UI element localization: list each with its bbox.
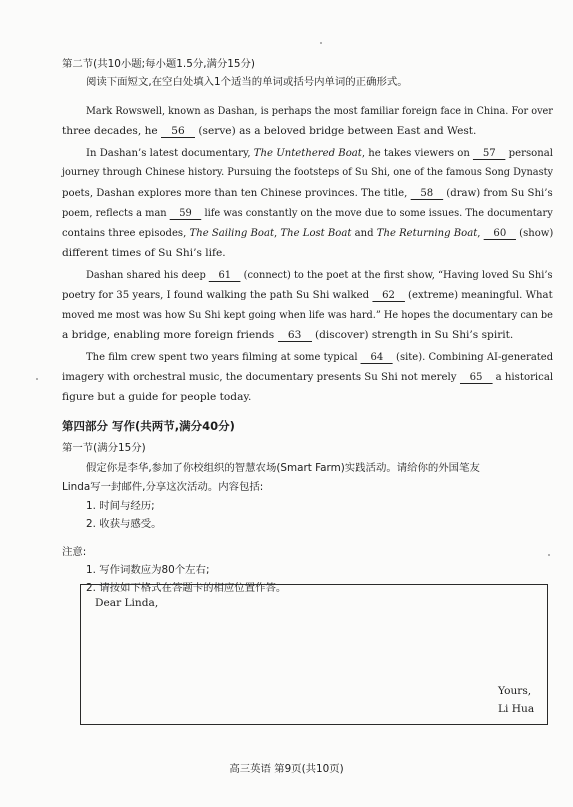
passage-line: In Dashan’s latest documentary, The Untethered Boat, he takes viewers on 57 personal	[86, 147, 553, 159]
passage-line: three decades, he 56 (serve) as a beloved bridge between East and West.	[62, 125, 477, 137]
blank-60: 60	[484, 227, 516, 240]
letter-greeting: Dear Linda,	[95, 597, 159, 609]
episode-title: The Lost Boat	[280, 227, 352, 239]
documentary-title: The Untethered Boat	[253, 147, 362, 159]
note-item: 1. 写作词数应为80个左右;	[86, 564, 210, 576]
passage-line: journey through Chinese history. Pursuing the footsteps of Su Shi, one of the famous Song Dynasty	[62, 166, 554, 178]
scan-speck	[36, 378, 38, 380]
passage-line: poetry for 35 years, I found walking the path Su Shi walked 62 (extreme) meaningful. What	[62, 289, 553, 301]
blank-57: 57	[473, 147, 505, 160]
note-label: 注意:	[62, 546, 87, 558]
blank-65: 65	[460, 371, 493, 384]
passage-line: different times of Su Shi’s life.	[62, 247, 226, 259]
scan-speck	[548, 554, 550, 556]
episode-title: The Sailing Boat	[189, 227, 275, 239]
passage-line: poem, reflects a man 59 life was constantly on the move due to some issues. The documentary	[62, 207, 553, 219]
episode-title: The Returning Boat	[376, 227, 478, 239]
writing-prompt: 假定你是李华,参加了你校组织的智慧农场(Smart Farm)实践活动。请给你的外国笔友	[86, 462, 480, 474]
page-footer: 高三英语 第9页(共10页)	[229, 763, 344, 775]
passage-line: Dashan shared his deep 61 (connect) to the poet at the first show, “Having loved Su Shi’s	[86, 269, 553, 281]
scan-speck	[320, 42, 322, 44]
passage-line: a bridge, enabling more foreign friends 63 (discover) strength in Su Shi’s spirit.	[62, 329, 514, 341]
section-header: 第二节(共10小题;每小题1.5分,满分15分)	[62, 58, 255, 70]
writing-prompt: Linda写一封邮件,分享这次活动。内容包括:	[62, 481, 264, 493]
blank-58: 58	[411, 187, 443, 200]
passage-line: imagery with orchestral music, the documentary presents Su Shi not merely 65 a historical	[62, 371, 554, 383]
content-item: 1. 时间与经历;	[86, 500, 155, 512]
blank-63: 63	[278, 329, 312, 342]
letter-closing: Yours,	[498, 685, 532, 697]
blank-56: 56	[161, 125, 195, 138]
passage-line: Mark Rowswell, known as Dashan, is perhaps the most familiar foreign face in China. For over	[86, 105, 553, 117]
part4-heading: 第四部分 写作(共两节,满分40分)	[62, 419, 235, 433]
passage-line: moved me most was how Su Shi kept going when life was hard.” He hopes the documentary can be	[62, 309, 553, 321]
blank-62: 62	[372, 289, 404, 302]
passage-line: contains three episodes, The Sailing Boat, The Lost Boat and The Returning Boat, 60 (show)	[62, 227, 554, 239]
passage-line: poets, Dashan explores more than ten Chinese provinces. The title, 58 (draw) from Su Shi’s	[62, 187, 553, 199]
blank-59: 59	[170, 207, 202, 220]
section-instruction: 阅读下面短文,在空白处填入1个适当的单词或括号内单词的正确形式。	[86, 76, 408, 88]
content-item: 2. 收获与感受。	[86, 518, 162, 530]
letter-signature: Li Hua	[498, 703, 535, 715]
note-item: 2. 请按如下格式在答题卡的相应位置作答。	[86, 582, 287, 594]
passage-line: figure but a guide for people today.	[62, 391, 252, 403]
passage-line: The film crew spent two years filming at some typical 64 (site). Combining AI-generated	[86, 351, 554, 363]
blank-64: 64	[361, 351, 393, 364]
blank-61: 61	[209, 269, 241, 282]
sec1-header: 第一节(满分15分)	[62, 442, 146, 454]
